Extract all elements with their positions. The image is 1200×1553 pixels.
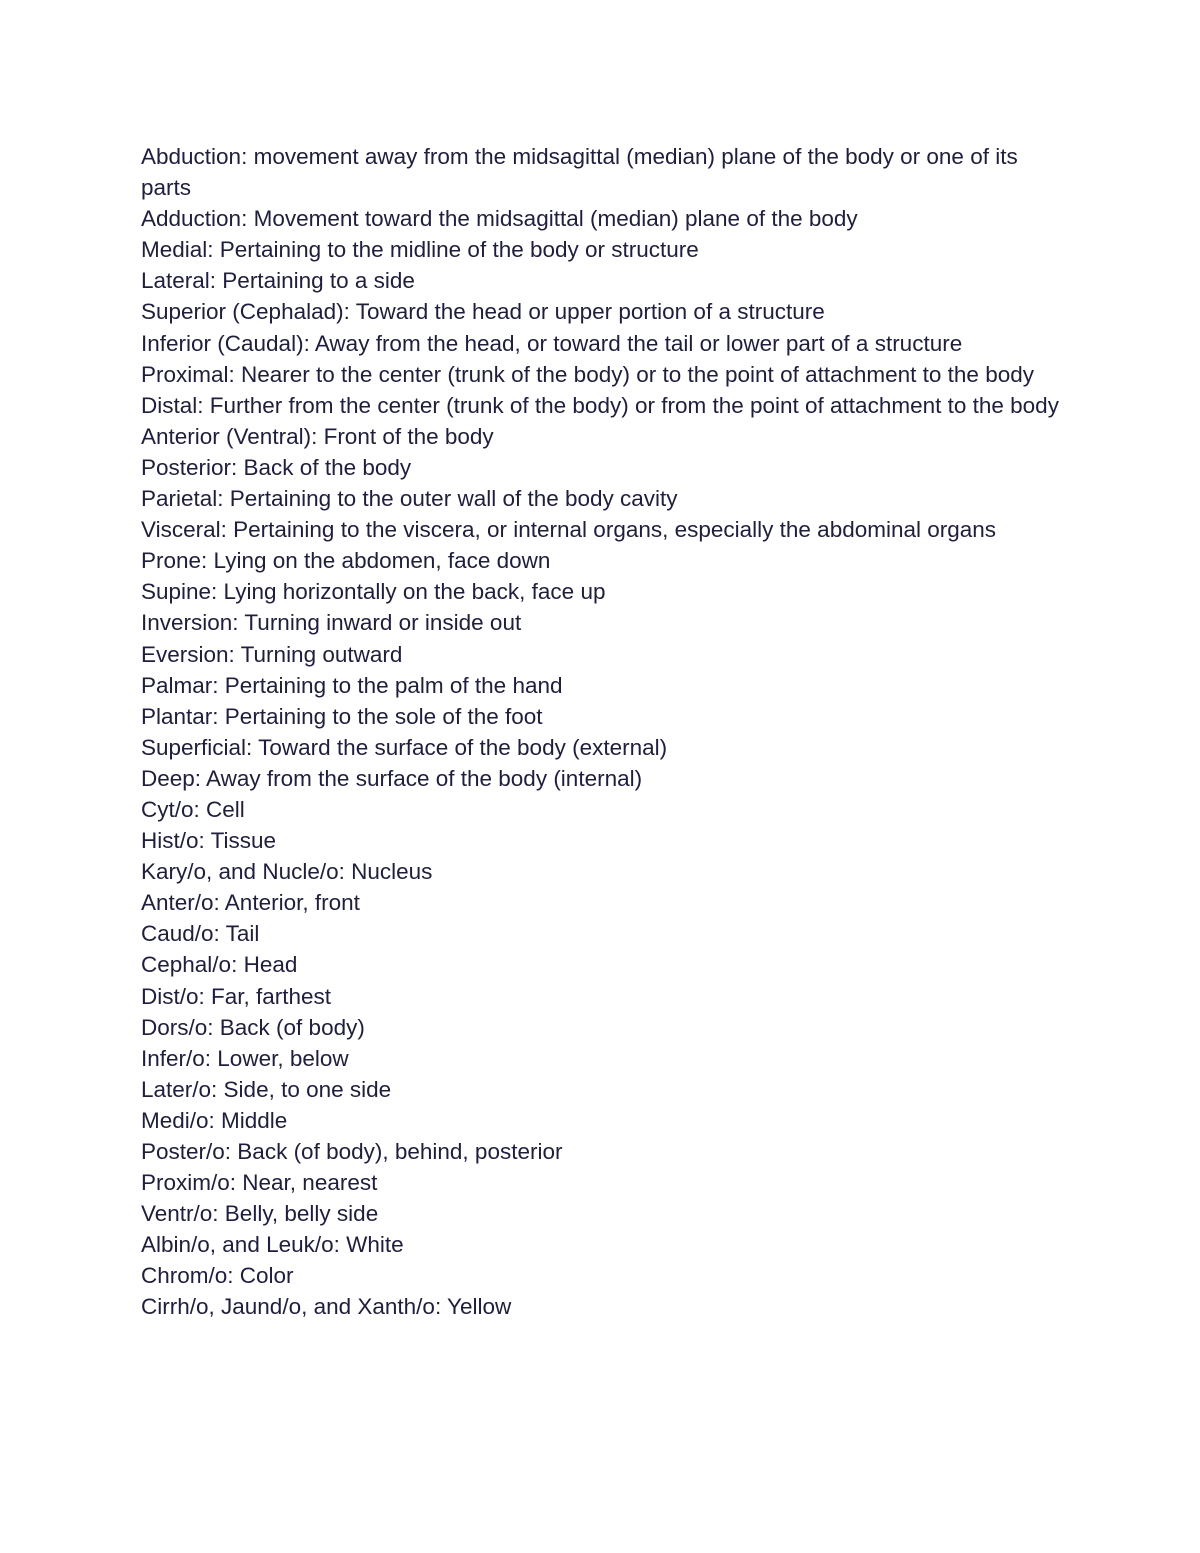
term-infer-o: Infer/o: Lower, below	[141, 1045, 349, 1071]
term-cirrh-o-jaund-o-xanth-o: Cirrh/o, Jaund/o, and Xanth/o: Yellow	[141, 1294, 512, 1320]
definition-proximal: Proximal: Nearer to the center (trunk of the body) or to the point of attachment to the body	[141, 361, 1034, 387]
definition-inferior: Inferior (Caudal): Away from the head, or toward the tail or lower part of a structure	[141, 330, 963, 356]
definition-superficial: Superficial: Toward the surface of the body (external)	[141, 734, 668, 760]
term-chrom-o: Chrom/o: Color	[141, 1263, 294, 1289]
term-caud-o: Caud/o: Tail	[141, 921, 260, 947]
term-cyt-o: Cyt/o: Cell	[141, 796, 245, 822]
term-dors-o: Dors/o: Back (of body)	[141, 1014, 365, 1040]
definition-abduction: Abduction: movement away from the midsagittal (median) plane of the body or one of its parts	[141, 144, 1018, 201]
definition-medial: Medial: Pertaining to the midline of the body or structure	[141, 237, 699, 263]
definition-lateral: Lateral: Pertaining to a side	[141, 268, 415, 294]
definition-inversion: Inversion: Turning inward or inside out	[141, 610, 522, 636]
term-dist-o: Dist/o: Far, farthest	[141, 983, 332, 1009]
definition-deep: Deep: Away from the surface of the body (internal)	[141, 765, 643, 791]
definition-parietal: Parietal: Pertaining to the outer wall of the body cavity	[141, 486, 678, 512]
definition-supine: Supine: Lying horizontally on the back, face up	[141, 579, 606, 605]
definition-eversion: Eversion: Turning outward	[141, 641, 403, 667]
definition-visceral: Visceral: Pertaining to the viscera, or internal organs, especially the abdominal organs	[141, 517, 997, 543]
term-cephal-o: Cephal/o: Head	[141, 952, 298, 978]
definition-plantar: Plantar: Pertaining to the sole of the foot	[141, 703, 543, 729]
definition-palmar: Palmar: Pertaining to the palm of the hand	[141, 672, 563, 698]
term-anter-o: Anter/o: Anterior, front	[141, 890, 360, 916]
definition-distal: Distal: Further from the center (trunk of the body) or from the point of attachment to the body	[141, 392, 1059, 418]
definition-adduction: Adduction: Movement toward the midsagittal (median) plane of the body	[141, 206, 858, 232]
term-proxim-o: Proxim/o: Near, nearest	[141, 1170, 378, 1196]
term-ventr-o: Ventr/o: Belly, belly side	[141, 1201, 379, 1227]
document-body	[141, 141, 1066, 1323]
term-medi-o: Medi/o: Middle	[141, 1107, 288, 1133]
term-kary-o-nucle-o: Kary/o, and Nucle/o: Nucleus	[141, 859, 433, 885]
term-poster-o: Poster/o: Back (of body), behind, posterior	[141, 1139, 563, 1164]
term-albin-o-leuk-o: Albin/o, and Leuk/o: White	[141, 1232, 404, 1258]
definition-posterior: Posterior: Back of the body	[141, 454, 412, 480]
term-later-o: Later/o: Side, to one side	[141, 1076, 392, 1102]
definition-prone: Prone: Lying on the abdomen, face down	[141, 548, 551, 574]
definition-anterior: Anterior (Ventral): Front of the body	[141, 423, 494, 449]
term-hist-o: Hist/o: Tissue	[141, 828, 277, 854]
definition-superior: Superior (Cephalad): Toward the head or upper portion of a structure	[141, 299, 825, 325]
